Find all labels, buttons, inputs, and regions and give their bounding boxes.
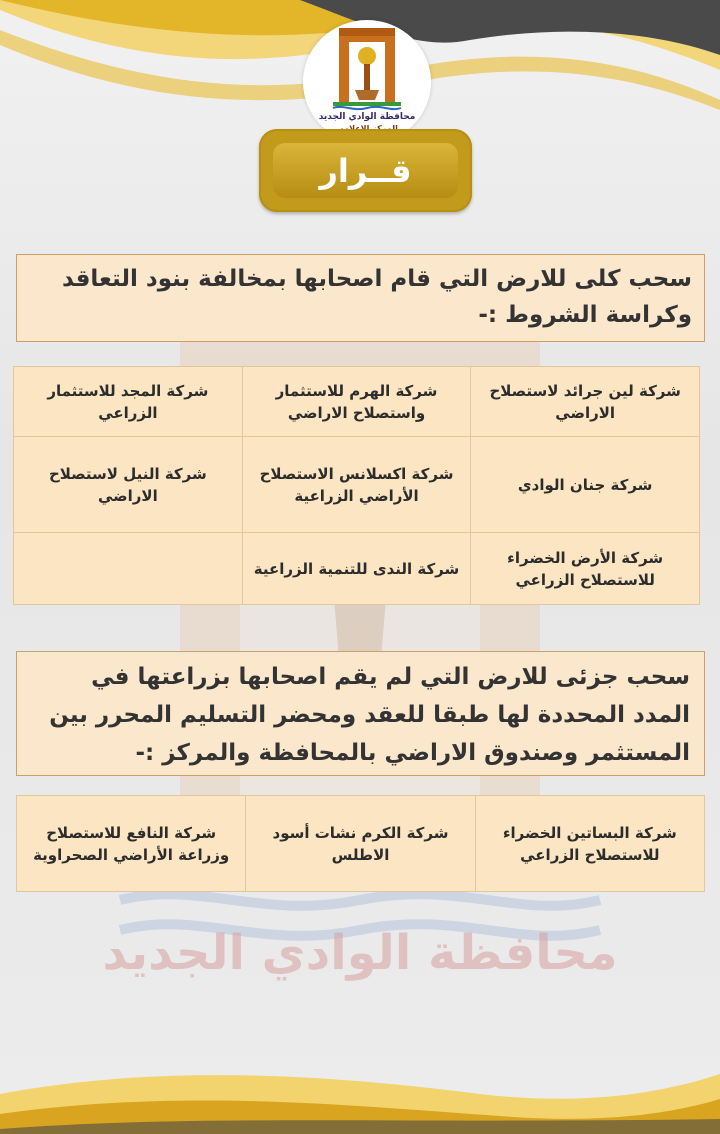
table-row: [14, 533, 700, 605]
company-cell: شركة النافع للاستصلاح وزراعة الأراضي الصحراوية: [17, 796, 246, 892]
company-cell: شركة لين جرائد لاستصلاح الاراضي: [471, 367, 700, 437]
table-row: [17, 796, 705, 892]
company-cell: شركة الهرم للاستثمار واستصلاح الاراضي: [242, 367, 471, 437]
table-row: [14, 367, 700, 437]
section2-heading: سحب جزئى للارض التي لم يقم اصحابها بزراعتها في المدد المحددة لها طبقا للعقد ومحضر التسليم المحرر بين المستثمر وصندوق الاراضي بالمحافظة والمركز :-: [16, 651, 705, 776]
section1-table: [13, 366, 700, 605]
table-row: [14, 437, 700, 533]
company-cell: شركة البساتين الخضراء للاستصلاح الزراعي: [475, 796, 704, 892]
section2-table: [16, 795, 705, 892]
company-cell: شركة النيل لاستصلاح الاراضي: [14, 437, 243, 533]
bottom-wave-decoration: [0, 1034, 720, 1134]
title-badge: [259, 129, 472, 212]
page-title: قــرار: [273, 143, 458, 198]
governorate-logo: [303, 20, 431, 144]
watermark-text: محافظة الوادي الجديد: [102, 925, 618, 981]
company-cell: شركة الندى للتنمية الزراعية: [242, 533, 471, 605]
company-cell: شركة الأرض الخضراء للاستصلاح الزراعي: [471, 533, 700, 605]
company-cell: شركة جنان الوادي: [471, 437, 700, 533]
company-cell: شركة اكسلانس الاستصلاح الأراضي الزراعية: [242, 437, 471, 533]
section1-heading: سحب كلى للارض التي قام اصحابها بمخالفة بنود التعاقد وكراسة الشروط :-: [16, 254, 705, 342]
company-cell: شركة الكرم نشات أسود الاطلس: [246, 796, 475, 892]
logo-governorate-name: محافظة الوادي الجديد: [318, 112, 416, 122]
company-cell: [14, 533, 243, 605]
company-cell: شركة المجد للاستثمار الزراعي: [14, 367, 243, 437]
